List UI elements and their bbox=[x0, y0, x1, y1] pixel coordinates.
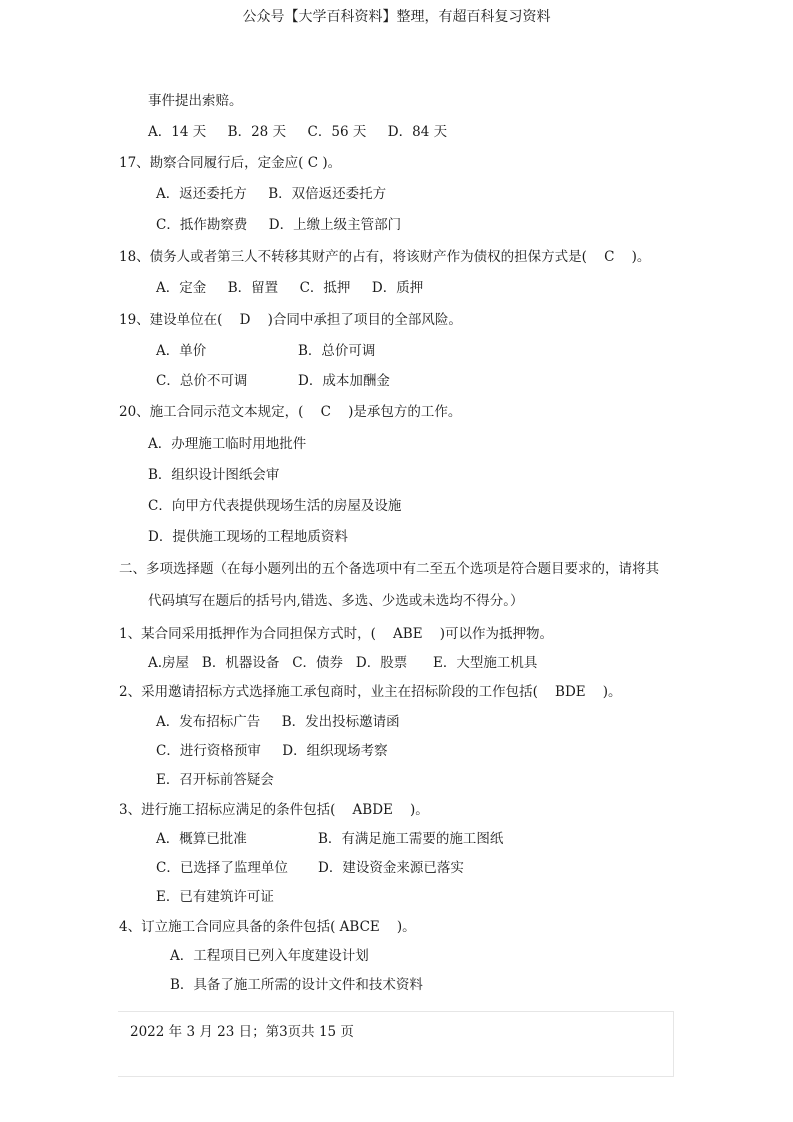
answer-option-b: B．总价可调 bbox=[298, 343, 376, 359]
answer-option-d: D．提供施工现场的工程地质资料 bbox=[148, 529, 348, 545]
answer-option-c: C．总价不可调 bbox=[156, 373, 248, 389]
multi-question-2: 2、采用邀请招标方式选择施工承包商时，业主在招标阶段的工作包括( BDE )。 bbox=[119, 684, 622, 700]
page-header: 公众号【大学百科资料】整理，有超百科复习资料 bbox=[242, 9, 551, 25]
answer-option-e: E．已有建筑许可证 bbox=[156, 889, 274, 905]
answer-options: A．14 天 B．28 天 C．56 天 D．84 天 bbox=[148, 124, 448, 140]
section-heading-cont: 代码填写在题后的括号内,错选、多选、少选或未选均不得分。） bbox=[148, 593, 524, 609]
answer-option-a: A．单价 bbox=[156, 343, 207, 359]
question-17: 17、勘察合同履行后，定金应( C )。 bbox=[119, 155, 342, 171]
multi-question-3: 3、进行施工招标应满足的条件包括( ABDE )。 bbox=[119, 802, 429, 818]
answer-option-a: A．概算已批准 bbox=[156, 831, 247, 847]
text-line: 事件提出索赔。 bbox=[148, 93, 243, 109]
answer-option-c: C．向甲方代表提供现场生活的房屋及设施 bbox=[148, 498, 402, 514]
page-footer: 2022 年 3 月 23 日；第3页共 15 页 bbox=[130, 1024, 354, 1040]
answer-option-a: A．办理施工临时用地批件 bbox=[148, 436, 307, 452]
multi-question-1: 1、某合同采用抵押作为合同担保方式时，( ABE )可以作为抵押物。 bbox=[119, 626, 553, 642]
answer-option-b: B．有满足施工需要的施工图纸 bbox=[318, 831, 504, 847]
answer-option-d: D．建设资金来源已落实 bbox=[318, 860, 464, 876]
answer-options: A.房屋 B．机器设备 C．债券 D．股票 E．大型施工机具 bbox=[148, 655, 538, 671]
answer-option-a: A．工程项目已列入年度建设计划 bbox=[170, 948, 369, 964]
answer-option-b: B．组织设计图纸会审 bbox=[148, 467, 280, 483]
section-heading: 二、多项选择题（在每小题列出的五个备选项中有二至五个选项是符合题目要求的，请将其 bbox=[119, 561, 659, 577]
answer-option-d: D．成本加酬金 bbox=[298, 373, 390, 389]
question-19: 19、建设单位在( D )合同中承担了项目的全部风险。 bbox=[119, 312, 462, 328]
multi-question-4: 4、订立施工合同应具备的条件包括( ABCE )。 bbox=[119, 919, 416, 935]
question-18: 18、债务人或者第三人不转移其财产的占有，将该财产作为债权的担保方式是( C )。 bbox=[119, 249, 651, 265]
answer-options: C．抵作勘察费 D．上缴上级主管部门 bbox=[156, 217, 402, 233]
answer-options: A．发布招标广告 B．发出投标邀请函 bbox=[156, 714, 400, 730]
answer-options: C．进行资格预审 D．组织现场考察 bbox=[156, 743, 388, 759]
answer-option-e: E．召开标前答疑会 bbox=[156, 772, 274, 788]
answer-options: A．返还委托方 B．双倍返还委托方 bbox=[156, 186, 387, 202]
question-20: 20、施工合同示范文本规定，( C )是承包方的工作。 bbox=[119, 404, 462, 420]
answer-options: A．定金 B．留置 C．抵押 D．质押 bbox=[156, 280, 424, 296]
answer-option-c: C．已选择了监理单位 bbox=[156, 860, 288, 876]
answer-option-b: B．具备了施工所需的设计文件和技术资料 bbox=[170, 977, 423, 993]
